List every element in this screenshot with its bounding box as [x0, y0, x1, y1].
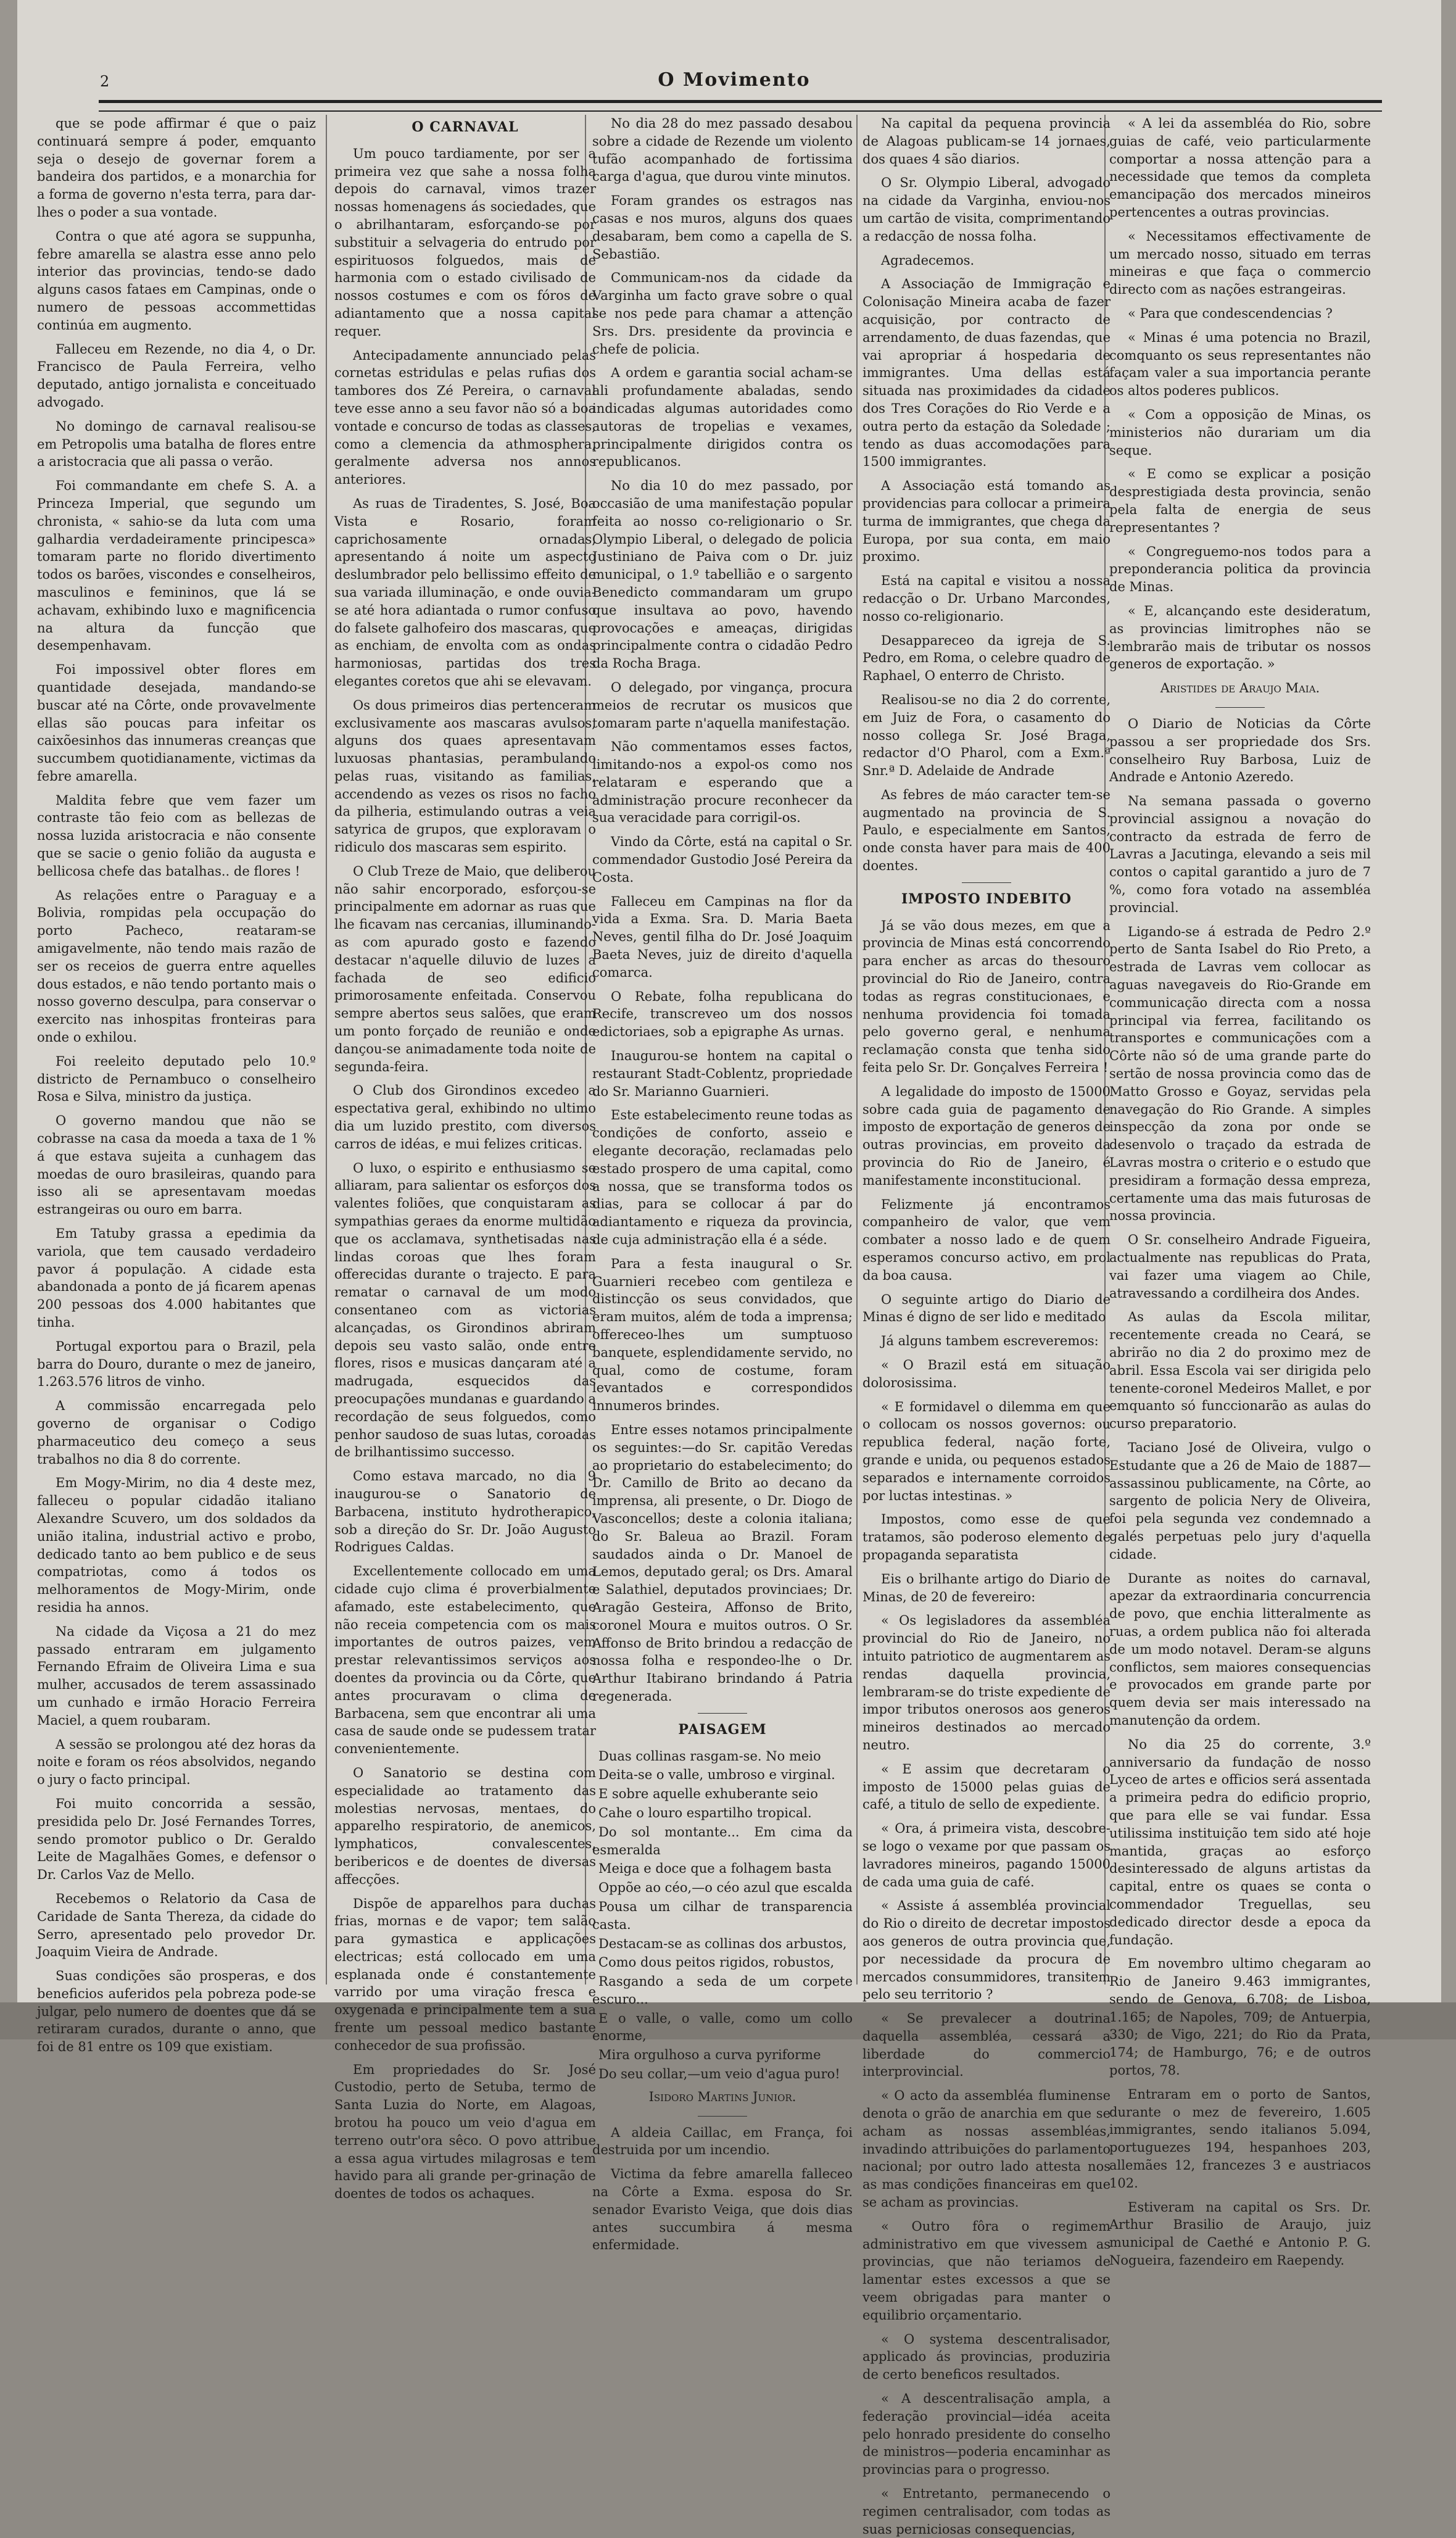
paragraph: Foi commandante em chefe S. A. a Princeza Imperial, que segundo um chronista, « sahio-se da luta com uma galhardia verdadeiramente principesca» tomaram parte no florido divertimento todos os barões, viscondes e conselheiros, masculinos e femininos, que lá se achavam, exhibindo luxo e magnificencia na altura da funcção que desempenhavam. — [37, 478, 316, 653]
section-rule — [962, 882, 1011, 883]
paragraph: Para a festa inaugural o Sr. Guarnieri recebeo com gentileza e distincção os seus convidados, que eram muitos, além de toda a imprensa; offereceo-lhes um sumptuoso banquete, esplendidamente servido, no qual, como de costume, foram levantados e correspondidos innumeros brindes. — [592, 1256, 853, 1414]
paragraph: Eis o brilhante artigo do Diario de Minas, de 20 de fevereiro: — [862, 1571, 1111, 1604]
scan-edge-right — [1441, 0, 1456, 2039]
paragraph: A sessão se prolongou até dez horas da noite e foram os réos absolvidos, negando o jury o facto principal. — [37, 1736, 316, 1788]
section-rule — [698, 1713, 747, 1714]
poem-line: Deita-se o valle, umbroso e virginal. — [598, 1767, 835, 1783]
column-divider — [326, 115, 327, 1984]
paragraph: O Rebate, folha republicana do Recife, transcreveo um dos nossos edictoriaes, sob a epigraphe As urnas. — [592, 989, 853, 1040]
poem-heading: PAISAGEM — [678, 1721, 767, 1738]
poem-line: E sobre aquelle exhuberante seio — [598, 1786, 818, 1802]
article-heading-carnaval: O CARNAVAL — [412, 119, 519, 135]
column-5 — [1109, 115, 1371, 2268]
paragraph: « Os legisladores da assembléa provincial do Rio de Janeiro, no intuito patriotico de augmentarem as rendas daquella provincia, lembraram-se do triste expediente de impor tributos onerosos aos generos mineiros destinados ao mercado neutro. — [862, 1613, 1111, 1752]
paragraph: A Associação de Immigração e Colonisação Mineira acaba de fazer acquisição, por contracto de arrendamento, de duas fazendas, que vai apropriar á hospedaria de immigrantes. Uma dellas está situada nas proximidades da cidade dos Tres Corações do Rio Verde e a outra perto da estação da Soledade ; tendo as duas accomodações para 1500 immigrantes. — [862, 276, 1111, 470]
paragraph: Agradecemos. — [881, 252, 975, 268]
paragraph: « A lei da assembléa do Rio, sobre guias de café, veio particularmente comportar a nossa attenção para a necessidade que temos da completa emancipação dos mercados mineiros pertencentes a outras provincias. — [1109, 116, 1371, 220]
paragraph: Este estabelecimento reune todas as condições de conforto, asseio e elegante decoração, reclamadas pelo estado prospero de uma capital, como a nossa, que se transforma todos os dias, para se collocar á par do adiantamento e riqueza da provincia, de cuja administração ella é a séde. — [592, 1108, 853, 1248]
paragraph: Maldita febre que vem fazer um contraste tão feio com as bellezas de nossa luzida aristocracia e não consente que se sacie o genio folião da augusta e bellicosa chefe das batalhas.. de flores ! — [37, 792, 316, 879]
poem-line: Duas collinas rasgam-se. No meio — [598, 1748, 821, 1764]
paragraph: Foi muito concorrida a sessão, presidida pelo Dr. José Fernandes Torres, sendo promotor publico o Dr. Geraldo Leite de Magalhães Gomes, e defensor o Dr. Carlos Vaz de Mello. — [37, 1796, 316, 1883]
article-signature: Aristides de Araujo Maia. — [1160, 681, 1320, 696]
paragraph: Estiveram na capital os Srs. Dr. Arthur Brasilio de Araujo, juiz municipal de Caethé e Antonio P. G. Nogueira, fazendeiro em Raependy. — [1109, 2199, 1371, 2268]
paragraph: Em Tatuby grassa a epedimia da variola, que tem causado verdadeiro pavor á população. A cidade esta abandonada a ponto de já ficarem apenas 200 pessoas dos 4.000 habitantes que tinha. — [37, 1226, 316, 1330]
paragraph: A ordem e garantia social acham-se ali profundamente abaladas, sendo indicadas algumas autoridades como autoras de tropelias e vexames, principalmente dirigidos contra os republicanos. — [592, 365, 853, 470]
column-2 — [334, 115, 596, 2202]
section-rule — [1215, 707, 1265, 708]
page-number: 2 — [100, 73, 110, 90]
paragraph: « Para que condescendencias ? — [1128, 305, 1333, 321]
paragraph: « E assim que decretaram o imposto de 15000 pelas guias de café, a titulo de sello de expediente. — [862, 1761, 1111, 1812]
paragraph: Impostos, como esse de que tratamos, são poderoso elemento de propaganda separatista — [862, 1512, 1111, 1562]
paragraph: « Ora, á primeira vista, descobre-se logo o vexame por que passam os lavradores mineiros, pagando 15000 de cada uma guia de café. — [862, 1821, 1111, 1889]
paragraph: No dia 28 do mez passado desabou sobre a cidade de Rezende um violento tufão acompanhado de fortissima carga d'agua, que durou vinte minutos. — [592, 116, 853, 185]
paragraph: « Outro fôra o regimem administrativo em que vivessem as provincias, que não teriamos de lamentar estes excessos a que se veem obrigadas para manter o equilibrio orçamentario. — [862, 2218, 1111, 2323]
masthead — [37, 67, 1431, 104]
paragraph: Entraram em o porto de Santos, durante o mez de fevereiro, 1.605 immigrantes, sendo italianos 5.094, portuguezes 194, hespanhoes 203, allemães 12, francezes 3 e austriacos 102. — [1109, 2086, 1371, 2191]
poem-line: Mira orgulhoso a curva pyriforme — [598, 2047, 821, 2063]
paragraph: A commissão encarregada pelo governo de organisar o Codigo pharmaceutico deu começo a seus trabalhos no dia 8 do corrente. — [37, 1398, 316, 1467]
paragraph: Recebemos o Relatorio da Casa de Caridade de Santa Thereza, da cidade do Serro, apresentado pelo provedor Dr. Joaquim Vieira de Andrade. — [37, 1891, 316, 1960]
paragraph: « O systema descentralisador, applicado ás provincias, produziria de certo beneficos resultados. — [862, 2331, 1111, 2382]
paragraph: « E, alcançando este desideratum, as provincias limitrophes não se lembrarão mais de tributar os nossos generos de exportação. » — [1109, 603, 1371, 672]
paragraph: « Entretanto, permanecendo o regimen centralisador, com todas as suas perniciosas consequencias, — [862, 2486, 1111, 2537]
paragraph: A aldeia Caillac, em França, foi destruida por um incendio. — [592, 2125, 853, 2158]
paragraph: O seguinte artigo do Diario de Minas é digno de ser lido e meditado — [862, 1292, 1111, 1325]
poem-author: Isidoro Martins Junior. — [648, 2089, 796, 2104]
paragraph: « Necessitamos effectivamente de um mercado nosso, situado em terras mineiras e que faça o commercio directo com as nações estrangeiras. — [1109, 228, 1371, 297]
poem-line: Como dous peitos rigidos, robustos, — [598, 1955, 835, 1970]
paragraph: O delegado, por vingança, procura meios de recrutar os musicos que tomaram parte n'aquella manifestação. — [592, 679, 853, 731]
paragraph: « Minas é uma potencia no Brazil, comquanto os seus representantes não façam valer a sua importancia perante os altos poderes publicos. — [1109, 330, 1371, 399]
poem — [592, 1748, 853, 2083]
paragraph: « Congreguemo-nos todos para a preponderancia politica da provincia de Minas. — [1109, 544, 1371, 595]
paragraph: Já alguns tambem escreveremos: — [881, 1333, 1099, 1349]
paragraph: Felizmente já encontramos companheiro de valor, que vem combater a nosso lado e de quem esperamos concurso activo, em prol da boa causa. — [862, 1196, 1111, 1283]
paragraph: No domingo de carnaval realisou-se em Petropolis uma batalha de flores entre a aristocracia que ali passa o verão. — [37, 418, 316, 470]
paragraph: Em Mogy-Mirim, no dia 4 deste mez, falleceu o popular cidadão italiano Alexandre Scuvero, um dos soldados da união italina, industrial activo e probo, dedicado tanto ao bem publico e de seus compatriotas, como á todos os melhoramentos de Mogy-Mirim, onde residia ha annos. — [37, 1475, 316, 1615]
paragraph: Desappareceo da igreja de S. Pedro, em Roma, o celebre quadro de Raphael, O enterro de Christo. — [862, 632, 1111, 684]
paragraph: « Assiste á assembléa provincial do Rio o direito de decretar impostos aos generos de outra provincia que, por necessidade da procura de mercados consummidores, transitem pelo seu territorio ? — [862, 1898, 1111, 2002]
poem-line: Oppõe ao céo,—o céo azul que escalda — [598, 1880, 853, 1896]
paragraph: As relações entre o Paraguay e a Bolivia, rompidas pela occupação do porto Pacheco, reataram-se amigavelmente, não tendo mais razão de ser os receios de guerra entre aquelles dous estados, e não tendo portanto mais o nosso governo desculpa, para conservar o exercito nas inhospitas fronteiras para onde o exhilou. — [37, 887, 316, 1045]
paragraph: O luxo, o espirito e enthusiasmo se alliaram, para salientar os esforços dos valentes foliões, que conquistaram as sympathias geraes da enorme multidão que os acclamava, synthetisadas nas lindas coroas que lhes foram offerecidas durante o trajecto. E para rematar o carnaval de um modo consentaneo com as victorias alcançadas, os Girondinos abriram depois seu vasto salão, onde entre flores, risos e musicas dançaram até a madrugada, esquecidos das preocupações mundanas e guardando a recordação de seus folguedos, como penhor saudoso de suas lutas, coroadas de brilhantissimo successo. — [334, 1160, 596, 1460]
paragraph: Antecipadamente annunciado pelas cornetas estridulas e pelas rufias dos tambores dos Zé Pereira, o carnaval teve esse anno a seu favor não só a boa vontade e concurso de todas as classes, como a clemencia da athmosphera, geralmente adversa nos annos anteriores. — [334, 347, 596, 487]
scan-edge-left — [0, 0, 17, 2039]
paragraph: Ligando-se á estrada de Pedro 2.º perto de Santa Isabel do Rio Preto, a estrada de Lavras vem collocar as aguas navegaveis do Rio-Grande em communicação directa com a nossa principal via ferrea, facilitando os transportes e communicações com a Côrte não só de uma grande parte do sertão de nossa provincia como das de Matto Grosso e Goyaz, servidas pela navegação do Rio Grande. A simples inspecção da zona por onde se desenvolo o traçado da estrada de Lavras mostra o criterio e o estudo que presidiram a formação dessa empreza, certamente uma das mais futurosas de nossa provincia. — [1109, 924, 1371, 1224]
paragraph: Portugal exportou para o Brazil, pela barra do Douro, durante o mez de janeiro, 1.263.576 litros de vinho. — [37, 1338, 316, 1390]
paragraph: « Se prevalecer a doutrina daquella assembléa, cessará a liberdade do commercio interprovincial. — [862, 2011, 1111, 2080]
paragraph: O governo mandou que não se cobrasse na casa da moeda a taxa de 1 % á que estava sujeita a cunhagem das moedas de ouro brasileiras, quando para isso ali se apresentavam moedas estrangeiras ou ouro em barra. — [37, 1113, 316, 1217]
paragraph: Entre esses notamos principalmente os seguintes:—do Sr. capitão Veredas ao proprietario do estabelecimento; do Dr. Camillo de Brito ao decano da imprensa, ali presente, o Dr. Diogo de Vasconcellos; deste a colonia italiana; do Sr. Baleua ao Brazil. Foram saudados ainda o Dr. Manoel de Lemos, deputado geral; os Drs. Amaral e Salathiel, deputados provinciaes; Dr. Aragão Gesteira, Affonso de Brito, coronel Moura e muitos outros. O Sr. Affonso de Brito brindou a redacção de nossa folha e respondeo-lhe o Dr. Arthur Itabirano brindando á Patria regenerada. — [592, 1422, 853, 1704]
paragraph: Victima da febre amarella falleceo na Côrte a Exma. esposa do Sr. senador Evaristo Veiga, que dois dias antes succumbira á mesma enfermidade. — [592, 2167, 853, 2253]
paragraph: Na cidade da Viçosa a 21 do mez passado entraram em julgamento Fernando Efraim de Oliveira Lima e sua mulher, accusados de terem assassinado um cunhado e irmão Horacio Ferreira Maciel, a quem roubaram. — [37, 1624, 316, 1728]
paragraph: « Com a opposição de Minas, os ministerios não durariam um dia seque. — [1109, 407, 1371, 458]
column-3 — [592, 115, 853, 2253]
paragraph: « O acto da assembléa fluminense denota o grão de anarchia em que se acham as nossas assembléas, invadindo attribuições do parlamento nacional; por outro lado attesta nos as mas condições financeiras em que se acham as provincias. — [862, 2088, 1111, 2210]
paragraph: Um pouco tardiamente, por ser a primeira vez que sahe a nossa folha depois do carnaval, vimos trazer nossas homenagens ás sociedades, que o abrilhantaram, esforçando-se por substituir a selvageria do entrudo por espirituosos folguedos, mais de harmonia com o estado civilisado de nossos costumes e com os fóros de adiantamento que a nossa capital requer. — [334, 146, 596, 339]
paragraph: Suas condições são prosperas, e dos beneficios auferidos pela pobreza pode-se julgar, pelo numero de doentes que dá se retiraram curados, durante o anno, que foi de 81 entre os 109 que existiam. — [37, 1968, 316, 2055]
paragraph: O Club Treze de Maio, que deliberou não sahir encorporado, esforçou-se principalmente em adornar as ruas que lhe ficavam nas cercanias, illuminando-as com apurado gosto e fazendo destacar n'aquelle diluvio de luzes a fachada de seo edificio primorosamente enfeitada. Conservou sempre abertos seus salões, que eram um ponto forçado de reunião e onde dançou-se animadamente toda noite de segunda-feira. — [334, 863, 596, 1074]
paragraph: Já se vão dous mezes, em que a provincia de Minas está concorrendo para encher as arcas do thesouro provincial do Rio de Janeiro, contra todas as regras constitucionaes, e nenhuma providencia foi tomada pelo governo geral, e nenhuma reclamação consta que tenha sido feita pelo Sr. Dr. Gonçalves Ferreira ! — [862, 918, 1111, 1076]
paragraph: O Club dos Girondinos excedeo a espectativa geral, exhibindo no ultimo dia um luzido prestito, com diversos carros de idéas, e mui felizes criticas. — [334, 1083, 596, 1151]
paragraph: « A descentralisação ampla, a federação provincial—idéa aceita pelo honrado presidente do conselho de ministros—poderia encaminhar as provincias para o progresso. — [862, 2391, 1111, 2478]
paragraph: Na semana passada o governo provincial assignou a novação do contracto da estrada de ferro de Lavras a Jacutinga, elevando a seis mil contos o capital garantido a juro de 7 %, como fora votado na assembléa provincial. — [1109, 794, 1371, 915]
paragraph: Contra o que até agora se suppunha, febre amarella se alastra esse anno pelo interior das provincias, tendo-se dado alguns casos fataes em Campinas, onde o numero de pessoas accommettidas continúa em augmento. — [37, 228, 316, 333]
paragraph: No dia 10 do mez passado, por occasião de uma manifestação popular feita ao nosso co-religionario o Sr. Olympio Liberal, o delegado de policia Justiniano de Paiva com o Dr. juiz municipal, o 1.º tabellião e o sargento Benedicto commandaram um grupo que insultava ao povo, havendo provocações e ameaças, dirigidas principalmente contra o cidadão Pedro da Rocha Braga. — [592, 478, 853, 671]
poem-line: Meiga e doce que a folhagem basta — [598, 1861, 832, 1877]
paragraph: Não commentamos esses factos, limitando-nos a expol-os como nos relataram e esperando que a administração procure reconhecer da sua veracidade para corrigil-os. — [592, 739, 853, 826]
paragraph: Na capital da pequena provincia de Alagoas publicam-se 14 jornaes, dos quaes 4 são diarios. — [862, 116, 1111, 167]
paragraph: que se pode affirmar é que o paiz continuará sempre á poder, emquanto seja o desejo de governar forem a bandeira dos partidos, e a monarchia for a forma de governo n'esta terra, para dar-lhes o poder a sua vontade. — [37, 116, 316, 220]
section-rule — [698, 2116, 747, 2117]
paragraph: Falleceu em Campinas na flor da vida a Exma. Sra. D. Maria Baeta Neves, gentil filha do Dr. José Joaquim Baeta Neves, juiz de direito d'aquella comarca. — [592, 894, 853, 980]
column-1 — [37, 115, 316, 2055]
paragraph: Realisou-se no dia 2 do corrente, em Juiz de Fora, o casamento do nosso collega Sr. José Braga, redactor d'O Pharol, com a Exm.ª Snr.ª D. Adelaide de Andrade — [862, 692, 1111, 779]
paragraph: A Associação está tomando as providencias para collocar a primeira turma de immigrantes, que chega da Europa, por sua conta, em maio proximo. — [862, 478, 1111, 565]
paragraph: Em novembro ultimo chegaram ao Rio de Janeiro 9.463 immigrantes, sendo de Genova, 6.708; de Lisboa, 1.165; de Napoles, 709; de Antuerpia, 330; de Vigo, 221; do Rio da Prata, 174; de Hamburgo, 76; e de outros portos, 78. — [1109, 1956, 1371, 2078]
paragraph: O Diario de Noticias da Côrte passou a ser propriedade dos Srs. conselheiro Ruy Barbosa, Luiz de Andrade e Antonio Azeredo. — [1109, 716, 1371, 785]
paragraph: Como estava marcado, no dia 9 inaugurou-se o Sanatorio de Barbacena, instituto hydrotherapico, sob a direção do Sr. Dr. João Augusto Rodrigues Caldas. — [334, 1469, 596, 1555]
paragraph: Vindo da Côrte, está na capital o Sr. commendador Gustodio José Pereira da Costa. — [592, 834, 853, 885]
paragraph: Communicam-nos da cidade da Varginha um facto grave sobre o qual se nos pede para chamar a attenção Srs. Drs. presidente da provincia e chefe de policia. — [592, 270, 853, 357]
paragraph: « O Brazil está em situação dolorosissima. — [862, 1358, 1111, 1390]
paragraph: Foram grandes os estragos nas casas e nos muros, alguns dos quaes desabaram, bem como a capella de S. Sebastião. — [592, 193, 853, 262]
paragraph: Está na capital e visitou a nossa redacção o Dr. Urbano Marcondes, nosso co-religionario. — [862, 573, 1111, 624]
paragraph: As ruas de Tiradentes, S. José, Boa Vista e Rosario, foram caprichosamente ornadas, apresentando á noite um aspecto deslumbrador pelo bellissimo effeito de sua variada illuminação, e onde ouvia-se até hora adiantada o rumor confuso do falsete galhofeiro dos mascaras, que as enchiam, de envolta com as ondas harmoniosas, partidas dos tres elegantes coretos que ahi se elevavam. — [334, 496, 596, 689]
paragraph: O Sr. Olympio Liberal, advogado na cidade da Varginha, enviou-nos um cartão de visita, comprimentando a redacção de nossa folha. — [862, 175, 1111, 244]
poem-line: Destacam-se as collinas dos arbustos, — [598, 1936, 847, 1951]
poem-line: Do seu collar,—um veio d'agua puro! — [598, 2067, 840, 2082]
paragraph: Dispõe de apparelhos para duchas frias, mornas e de vapor; tem salão para gymastica e applicações electricas; está collocado em uma esplanada onde é constantemente varrido por uma viração fresca e oxygenada e principalmente tem a sua frente um pessoal medico bastante conhecedor de sua profissão. — [334, 1896, 596, 2053]
paragraph: No dia 25 do corrente, 3.º anniversario da fundação de nosso Lyceo de artes e officios será assentada a primeira pedra do edificio proprio, que para elle se vai fundar. Essa utilissima instituição tem sido até hoje mantida, graças ao esforço desinteressado de alguns artistas da capital, entre os quaes se conta o commendador Treguellas, seu dedicado director desde a epoca da fundação. — [1109, 1736, 1371, 1947]
paragraph: Em propriedades do Sr. José Custodio, perto de Setuba, termo de Santa Luzia do Norte, em Alagoas, brotou ha pouco um veio d'agua em terreno outr'ora sêco. O povo attribue a essa agua virtudes milagrosas e tem havido para ali grande per-grinação de doentes de todos os achaques. — [334, 2062, 596, 2202]
paragraph: Taciano José de Oliveira, vulgo o Estudante que a 26 de Maio de 1887—assassinou publicamente, na Côrte, ao sargento de policia Nery de Oliveira, foi pela segunda vez condemnado a galés perpetuas pelo jury d'aquella cidade. — [1109, 1440, 1371, 1562]
poem-line: Do sol montante... Em cima da esmeralda — [592, 1824, 853, 1857]
paragraph: Foi impossivel obter flores em quantidade desejada, mandando-se buscar até na Côrte, onde provavelmente ellas são poucas para infeitar os caixõesinhos das innumeras creanças que succumbem quotidianamente, victimas da febre amarella. — [37, 662, 316, 784]
poem-line: Cahe o louro espartilho tropical. — [598, 1805, 812, 1820]
poem-line: Rasgando a seda de um corpete escuro... — [592, 1974, 853, 2007]
paragraph: Foi reeleito deputado pelo 10.º districto de Pernambuco o conselheiro Rosa e Silva, ministro da justiça. — [37, 1053, 316, 1105]
article-heading-imposto: IMPOSTO INDEBITO — [901, 890, 1072, 907]
poem-line: Pousa um cilhar de transparencia casta. — [592, 1899, 853, 1932]
paragraph: As aulas da Escola militar, recentemente creada no Ceará, se abrirão no dia 2 do proximo mez de abril. Essa Escola vai ser dirigida pelo tenente-coronel Medeiros Mallet, e por emquanto só funccionarão as aulas do curso preparatorio. — [1109, 1309, 1371, 1432]
paragraph: O Sanatorio se destina com especialidade ao tratamento das molestias nervosas, mentaes, do apparelho respiratorio, de anemicos, lymphaticos, convalescentes, beribericos e de doentes de diversas affecções. — [334, 1765, 596, 1887]
paragraph: Inaugurou-se hontem na capital o restaurant Stadt-Coblentz, propriedade do Sr. Marianno Guarnieri. — [592, 1048, 853, 1099]
header-rule — [99, 100, 1382, 112]
paragraph: A legalidade do imposto de 15000 sobre cada guia de pagamento de imposto de exportação de generos de outras provincias, em proveito da provincia do Rio de Janeiro, é manifestamente inconstitucional. — [862, 1084, 1111, 1188]
paragraph: « E como se explicar a posição desprestigiada desta provincia, senão pela falta de energia de seus representantes ? — [1109, 467, 1371, 535]
paragraph: Durante as noites do carnaval, apezar da extraordinaria concurrencia de povo, que enchia litteralmente as ruas, a ordem publica não foi alterada de um modo notavel. Deram-se alguns conflictos, sem maiores consequencias e provocados em grande parte por quem devia ser mais interessado na manutenção da ordem. — [1109, 1570, 1371, 1728]
column-divider — [856, 115, 858, 1984]
paragraph: Falleceu em Rezende, no dia 4, o Dr. Francisco de Paula Ferreira, velho deputado, antigo jornalista e conceituado advogado. — [37, 341, 316, 410]
paragraph: O Sr. conselheiro Andrade Figueira, actualmente nas republicas do Prata, vai fazer uma viagem ao Chile, atravessando a cordilheira dos Andes. — [1109, 1232, 1371, 1301]
paragraph: Excellentemente collocado em uma cidade cujo clima é proverbialmente afamado, este estabelecimento, que não receia competencia com os mais importantes de outros paizes, vem prestar relevantissimos serviços aos doentes da provincia ou da Côrte, que antes procuravam o clima de Barbacena, sem que encontrar ali uma casa de saude onde se pudessem tratar convenientemente. — [334, 1564, 596, 1757]
paragraph: « E formidavel o dilemma em que o collocam os nossos governos: ou republica federal, nação forte, grande e unida, ou pequenos estados separados e internamente corroidos por luctas intestinas. » — [862, 1399, 1111, 1503]
paragraph: Os dous primeiros dias pertenceram exclusivamente aos mascaras avulsos, alguns dos quaes apresentavam luxuosas phantasias, perambulando pelas ruas, visitando as familias, accendendo as vezes os risos no facho da pilheria, estimulando outras a veia satyrica de grupos, que exploravam o ridiculo dos mascaras sem espirito. — [334, 697, 596, 855]
poem-line: E o valle, o valle, como um collo enorme, — [592, 2010, 853, 2044]
paragraph: As febres de máo caracter tem-se augmentado na provincia de S. Paulo, e especialmente em Santos, onde consta haver para mais de 400 doentes. — [862, 787, 1111, 874]
column-4 — [862, 115, 1111, 2537]
newspaper-title: O Movimento — [658, 69, 811, 91]
